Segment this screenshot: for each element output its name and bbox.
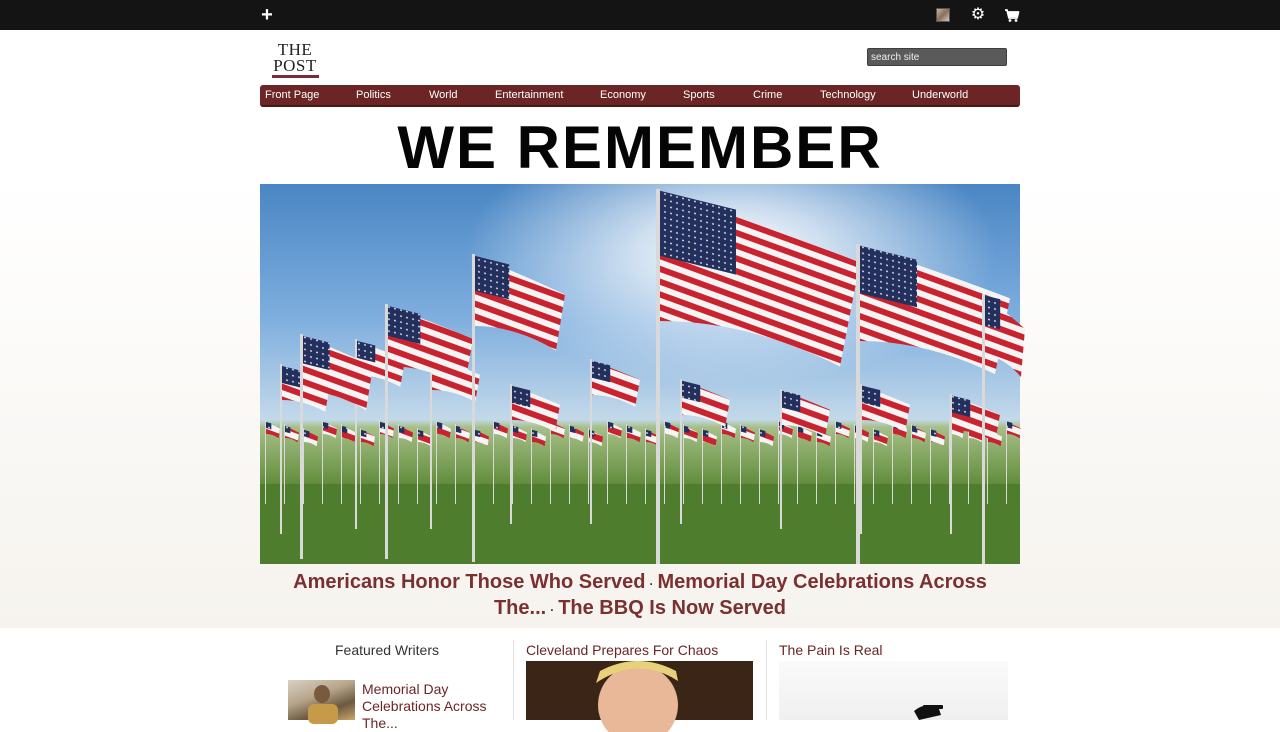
nav-item-front-page[interactable]: Front Page xyxy=(265,89,320,101)
column-2-photo[interactable] xyxy=(526,661,753,720)
logo-line-2: POST xyxy=(273,56,317,75)
hero-image[interactable] xyxy=(260,184,1020,564)
column-3-title[interactable]: The Pain Is Real xyxy=(779,642,883,658)
writer-article-link[interactable]: Memorial Day Celebrations Across The... xyxy=(362,681,487,731)
nav-item-world[interactable]: World xyxy=(429,89,458,101)
nav-item-crime[interactable]: Crime xyxy=(753,89,783,101)
nav-item-underworld[interactable]: Underworld xyxy=(912,89,969,101)
nav-item-technology[interactable]: Technology xyxy=(820,89,876,101)
writer-photo[interactable] xyxy=(288,680,355,720)
logo-underline xyxy=(272,75,319,78)
story-link-3[interactable]: The BBQ Is Now Served xyxy=(558,597,787,619)
logo-line-1: THE xyxy=(277,40,313,59)
nav-item-entertainment[interactable]: Entertainment xyxy=(495,89,564,101)
plus-icon[interactable]: + xyxy=(261,4,273,26)
featured-writers-title: Featured Writers xyxy=(335,642,439,658)
cart-icon[interactable] xyxy=(1003,5,1021,25)
column-divider xyxy=(513,640,514,720)
page-headline: WE REMEMBER xyxy=(397,114,883,181)
gear-icon[interactable]: ⚙ xyxy=(970,6,986,23)
nav-item-sports[interactable]: Sports xyxy=(683,89,715,101)
story-link-2[interactable]: Memorial Day Celebrations Across The... xyxy=(493,571,987,619)
column-divider xyxy=(766,640,767,720)
top-bar xyxy=(0,0,1280,30)
column-3-photo[interactable] xyxy=(779,661,1008,720)
caption-separator: · xyxy=(550,603,555,617)
search-input[interactable] xyxy=(867,48,1007,66)
caption-separator: · xyxy=(649,577,654,591)
nav-item-politics[interactable]: Politics xyxy=(356,89,391,101)
avatar[interactable] xyxy=(936,8,950,22)
column-2-title[interactable]: Cleveland Prepares For Chaos xyxy=(526,642,719,658)
nav-item-economy[interactable]: Economy xyxy=(600,89,646,101)
main-nav xyxy=(260,85,1020,107)
story-link-1[interactable]: Americans Honor Those Who Served xyxy=(293,571,646,593)
site-logo[interactable] xyxy=(270,42,320,80)
flag-field-illustration xyxy=(260,184,1020,564)
hero-caption xyxy=(260,570,1020,622)
